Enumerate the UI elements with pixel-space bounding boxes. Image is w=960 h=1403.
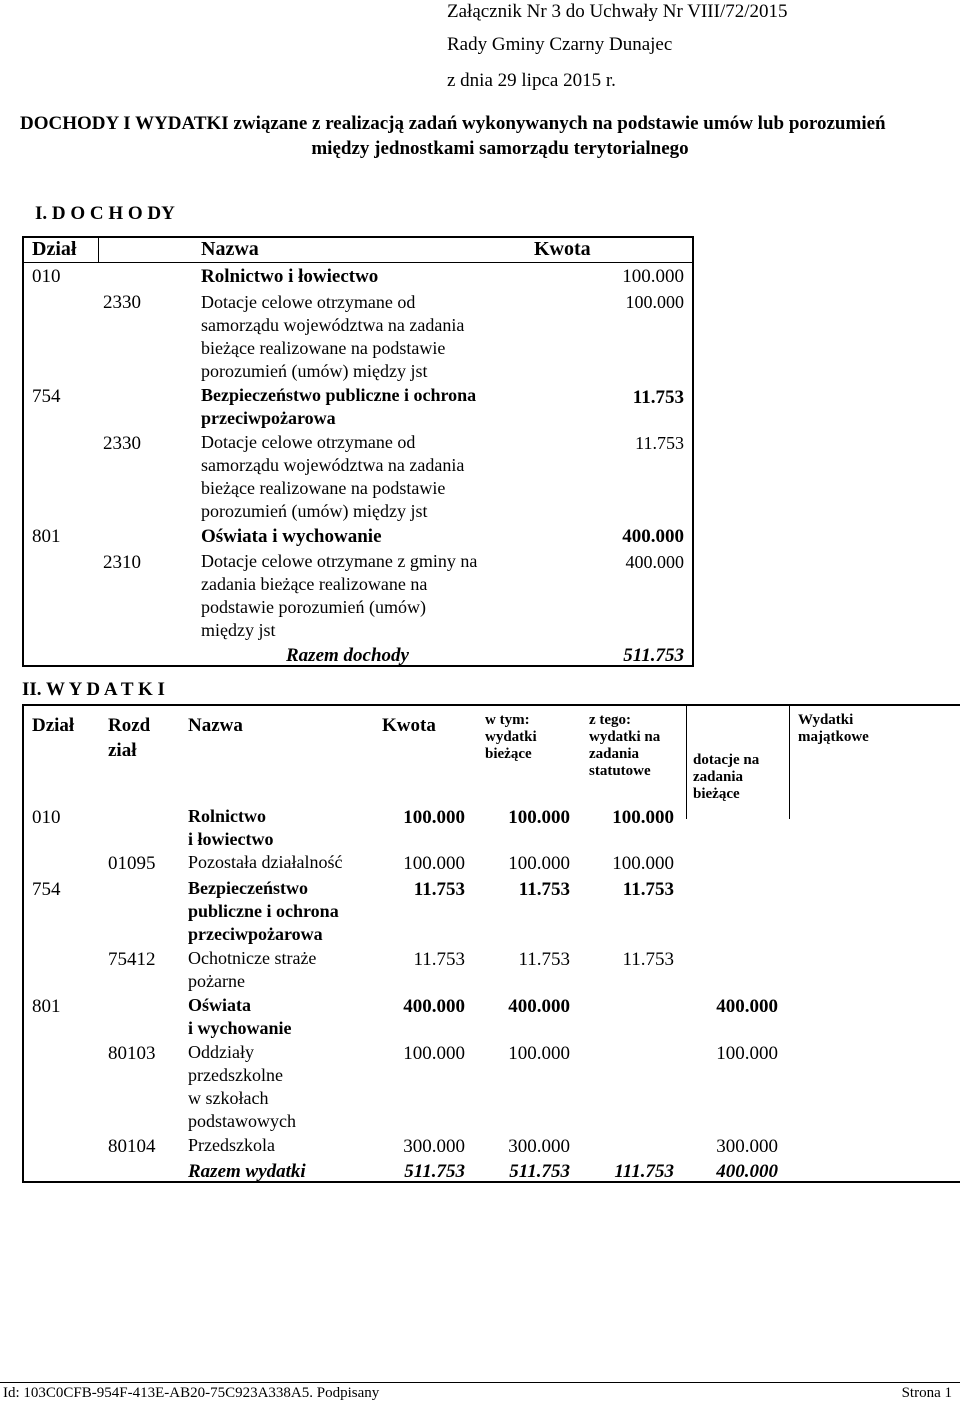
expenses-dotacje: 100.000 — [716, 1043, 778, 1064]
expenses-kwota: 100.000 — [403, 1043, 465, 1064]
expenses-biezace: 100.000 — [508, 1043, 570, 1064]
expenses-header-statutowe: z tego: — [589, 712, 632, 728]
income-name-line: bieżące realizowane na podstawie — [201, 478, 446, 498]
expenses-header-dotacje: zadania — [693, 769, 744, 785]
expenses-name-line: podstawowych — [188, 1111, 296, 1131]
expenses-name-line: pożarne — [188, 971, 245, 991]
header-line-3: z dnia 29 lipca 2015 r. — [447, 70, 616, 91]
expenses-statutowe: 11.753 — [622, 879, 674, 900]
expenses-dzial: 754 — [32, 879, 61, 900]
income-name: Oświata i wychowanie — [201, 526, 382, 547]
expenses-name-line: publiczne i ochrona — [188, 901, 339, 921]
income-header-dzial: Dział — [32, 238, 77, 260]
header-line-1: Załącznik Nr 3 do Uchwały Nr VIII/72/2015 — [447, 1, 788, 22]
income-amount: 400.000 — [625, 552, 684, 572]
title-line-1: DOCHODY I WYDATKI związane z realizacją zadań wykonywanych na podstawie umów lub porozumień — [20, 113, 886, 134]
income-name-line: porozumień (umów) między jst — [201, 361, 428, 381]
income-name-line: Dotacje celowe otrzymane od — [201, 292, 416, 312]
income-name-line: samorządu województwa na zadania — [201, 315, 465, 335]
expenses-name-line: Przedszkola — [188, 1135, 275, 1155]
income-name-line: Dotacje celowe otrzymane z gminy na — [201, 551, 478, 571]
expenses-total-label: Razem wydatki — [188, 1161, 306, 1182]
expenses-name-line: przedszkolne — [188, 1065, 283, 1085]
expenses-header-biezace: wydatki — [485, 729, 537, 745]
income-heading: I. D O C H O DY — [35, 203, 175, 224]
expenses-heading: II. W Y D A T K I — [22, 679, 165, 700]
expenses-kwota: 300.000 — [403, 1136, 465, 1157]
expenses-total-biezace: 511.753 — [509, 1161, 570, 1182]
income-name-line: samorządu województwa na zadania — [201, 455, 465, 475]
expenses-statutowe: 100.000 — [612, 807, 674, 828]
expenses-header-dotacje: bieżące — [693, 786, 740, 802]
expenses-biezace: 300.000 — [508, 1136, 570, 1157]
income-dzial: 010 — [32, 266, 61, 287]
expenses-rozdzial: 80103 — [108, 1043, 156, 1064]
expenses-biezace: 100.000 — [508, 853, 570, 874]
income-dzial: 801 — [32, 526, 61, 547]
income-name-line: zadania bieżące realizowane na — [201, 574, 428, 594]
expenses-total-kwota: 511.753 — [404, 1161, 465, 1182]
expenses-header-dzial: Dział — [32, 715, 75, 736]
expenses-header-statutowe: zadania — [589, 746, 640, 762]
header-line-2: Rady Gminy Czarny Dunajec — [447, 34, 673, 55]
expenses-header-nazwa: Nazwa — [188, 715, 243, 736]
expenses-dzial: 010 — [32, 807, 61, 828]
expenses-name-line: i łowiectwo — [188, 829, 274, 849]
income-name-line: Bezpieczeństwo publiczne i ochrona — [201, 385, 477, 405]
income-total-value: 511.753 — [623, 645, 684, 666]
expenses-biezace: 100.000 — [508, 807, 570, 828]
income-name-line: przeciwpożarowa — [201, 408, 336, 428]
income-amount: 100.000 — [622, 266, 684, 287]
expenses-statutowe: 11.753 — [622, 949, 674, 970]
income-dzial: 754 — [32, 386, 61, 407]
income-amount: 400.000 — [622, 526, 684, 547]
expenses-kwota: 11.753 — [413, 949, 465, 970]
expenses-kwota: 100.000 — [403, 853, 465, 874]
income-name: Rolnictwo i łowiectwo — [201, 266, 379, 287]
expenses-name-line: Oddziały — [188, 1042, 254, 1062]
income-amount: 100.000 — [625, 292, 684, 312]
expenses-rozdzial: 01095 — [108, 853, 156, 874]
expenses-header-statutowe: wydatki na — [589, 729, 661, 745]
expenses-biezace: 400.000 — [508, 996, 570, 1017]
expenses-kwota: 400.000 — [403, 996, 465, 1017]
expenses-header-rozdzial: Rozd — [108, 715, 151, 736]
footer-id: Id: 103C0CFB-954F-413E-AB20-75C923A338A5. Podpisany — [3, 1385, 380, 1401]
expenses-dotacje: 400.000 — [716, 996, 778, 1017]
income-name-line: bieżące realizowane na podstawie — [201, 338, 446, 358]
expenses-header-biezace: w tym: — [485, 712, 530, 728]
expenses-biezace: 11.753 — [518, 949, 570, 970]
expenses-name-line: Ochotnicze straże — [188, 948, 317, 968]
income-header-nazwa: Nazwa — [201, 238, 259, 260]
expenses-rozdzial: 80104 — [108, 1136, 156, 1157]
expenses-statutowe: 100.000 — [612, 853, 674, 874]
expenses-dzial: 801 — [32, 996, 61, 1017]
income-paragraph: 2330 — [103, 433, 141, 454]
income-name-line: podstawie porozumień (umów) — [201, 597, 426, 617]
expenses-name-line: w szkołach — [188, 1088, 269, 1108]
income-name-line: Dotacje celowe otrzymane od — [201, 432, 416, 452]
expenses-name-line: i wychowanie — [188, 1018, 292, 1038]
expenses-biezace: 11.753 — [518, 879, 570, 900]
expenses-header-statutowe: statutowe — [589, 763, 651, 779]
footer-page: Strona 1 — [901, 1385, 952, 1401]
expenses-total-dotacje: 400.000 — [716, 1161, 778, 1182]
expenses-header-majatkowe: majątkowe — [798, 729, 869, 745]
expenses-name-line: Oświata — [188, 995, 251, 1015]
income-amount: 11.753 — [635, 433, 684, 453]
expenses-name-line: Bezpieczeństwo — [188, 878, 308, 898]
expenses-total-statutowe: 111.753 — [614, 1161, 674, 1182]
expenses-header-biezace: bieżące — [485, 746, 532, 762]
expenses-name-line: Rolnictwo — [188, 806, 266, 826]
expenses-kwota: 100.000 — [403, 807, 465, 828]
expenses-header-dotacje: dotacje na — [693, 752, 760, 768]
expenses-name-line: przeciwpożarowa — [188, 924, 323, 944]
income-name-line: między jst — [201, 620, 276, 640]
expenses-dotacje: 300.000 — [716, 1136, 778, 1157]
income-total-label: Razem dochody — [286, 645, 409, 666]
expenses-name-line: Pozostała działalność — [188, 852, 343, 872]
income-name-line: porozumień (umów) między jst — [201, 501, 428, 521]
income-header-kwota: Kwota — [534, 238, 591, 260]
title-line-2: między jednostkami samorządu terytorialnego — [311, 138, 689, 159]
expenses-kwota: 11.753 — [413, 879, 465, 900]
expenses-rozdzial: 75412 — [108, 949, 156, 970]
expenses-header-rozdzial: ział — [108, 740, 137, 761]
income-paragraph: 2310 — [103, 552, 141, 573]
expenses-header-kwota: Kwota — [382, 715, 436, 736]
expenses-header-majatkowe: Wydatki — [798, 712, 854, 728]
income-amount: 11.753 — [632, 387, 684, 408]
income-paragraph: 2330 — [103, 292, 141, 313]
